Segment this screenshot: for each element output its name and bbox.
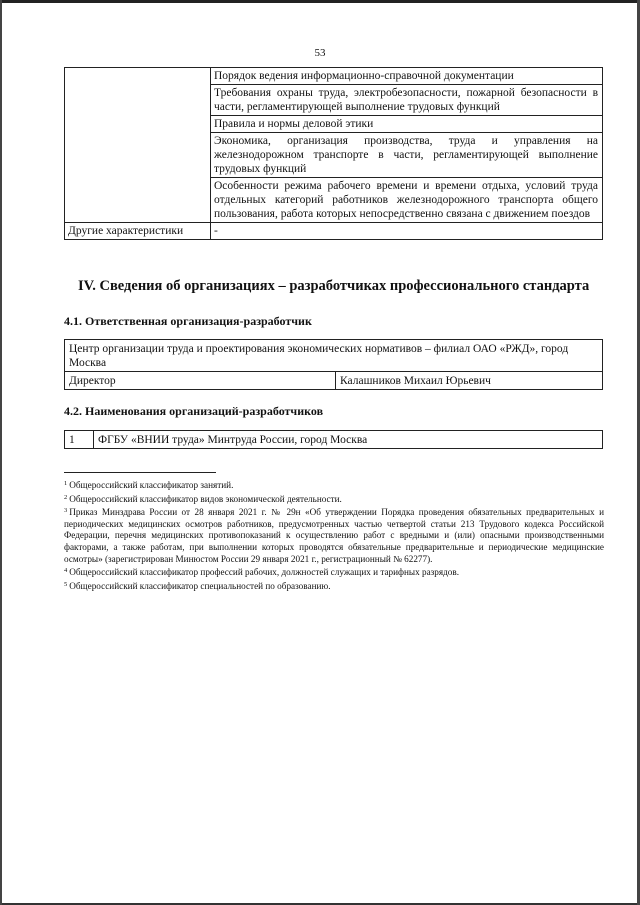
footnote	[64, 478, 604, 492]
responsible-org-role: Директор	[65, 372, 336, 390]
responsible-org-heading: 4.1. Ответственная организация-разработчик	[64, 314, 312, 328]
table-cell: Экономика, организация производства, труда и управления на железнодорожном транспорте в части, регламентирующей выполнение трудовых функций	[211, 133, 603, 178]
developer-org-number: 1	[65, 431, 94, 449]
footnote-separator	[64, 472, 216, 473]
footnote-text: Общероссийский классификатор видов экономической деятельности.	[69, 493, 342, 504]
table-cell: Особенности режима рабочего времени и времени отдыха, условий труда отдельных категорий работников железнодорожного транспорта общего пользования, работа которых непосредственно связана с движением поездов	[211, 178, 603, 223]
footnote	[64, 492, 604, 506]
footnote-number: 1	[64, 480, 68, 487]
section-title: IV. Сведения об организациях – разработчиках профессионального стандарта	[78, 278, 590, 294]
responsible-org-table	[64, 339, 603, 390]
table-cell: -	[211, 223, 603, 240]
page-edge-left	[0, 0, 2, 905]
footnote	[64, 579, 604, 593]
table-row	[65, 223, 603, 240]
requirements-table	[64, 67, 603, 240]
table-row	[65, 68, 603, 85]
developer-orgs-table	[64, 430, 603, 449]
footnote-number: 3	[64, 507, 68, 515]
responsible-org-name: Центр организации труда и проектирования экономических нормативов – филиал ОАО «РЖД», город Москва	[65, 340, 603, 372]
table-cell-left	[65, 68, 211, 223]
developer-orgs-heading: 4.2. Наименования организаций-разработчиков	[64, 404, 324, 418]
table-cell: Требования охраны труда, электробезопасности, пожарной безопасности в части, регламентирующей выполнение трудовых функций	[211, 85, 603, 116]
footnote-text: Общероссийский классификатор специальностей по образованию.	[69, 580, 331, 591]
table-cell: Правила и нормы деловой этики	[211, 116, 603, 133]
table-row	[65, 340, 603, 372]
table-row	[65, 431, 603, 449]
footnote	[64, 505, 604, 565]
table-row	[65, 372, 603, 390]
footnote-number: 4	[64, 567, 68, 575]
table-cell: Порядок ведения информационно-справочной документации	[211, 68, 603, 85]
developer-org-name: ФГБУ «ВНИИ труда» Минтруда России, город Москва	[94, 431, 603, 449]
footnote-text: Приказ Минздрава России от 28 января 2021 г. № 29н «Об утверждении Порядка проведения обязательных предварительных и периодических медицинских осмотров работников, предусмотренных частью четвертой статьи 213 Трудового кодекса Российской Федерации, перечня медицинских противопоказаний к осуществлению работ с вредными и (или) опасными производственными факторами, а также работам, при выполнении которых проводятся обязательные предварительные и периодические медицинские осмотры» (зарегистрирован Минюстом России 29 января 2021 г., регистрационный № 62277).	[64, 507, 604, 564]
table-cell-left: Другие характеристики	[65, 223, 211, 240]
page-edge-top	[0, 0, 640, 3]
responsible-org-person: Калашников Михаил Юрьевич	[336, 372, 603, 390]
page-number: 53	[314, 47, 326, 59]
footnote-text: Общероссийский классификатор профессий рабочих, должностей служащих и тарифных разрядов.	[69, 567, 460, 578]
footnotes	[64, 478, 604, 592]
footnote	[64, 565, 604, 579]
footnote-number: 2	[64, 493, 68, 501]
footnote-text: Общероссийский классификатор занятий.	[69, 480, 234, 490]
footnote-number: 5	[64, 580, 68, 588]
